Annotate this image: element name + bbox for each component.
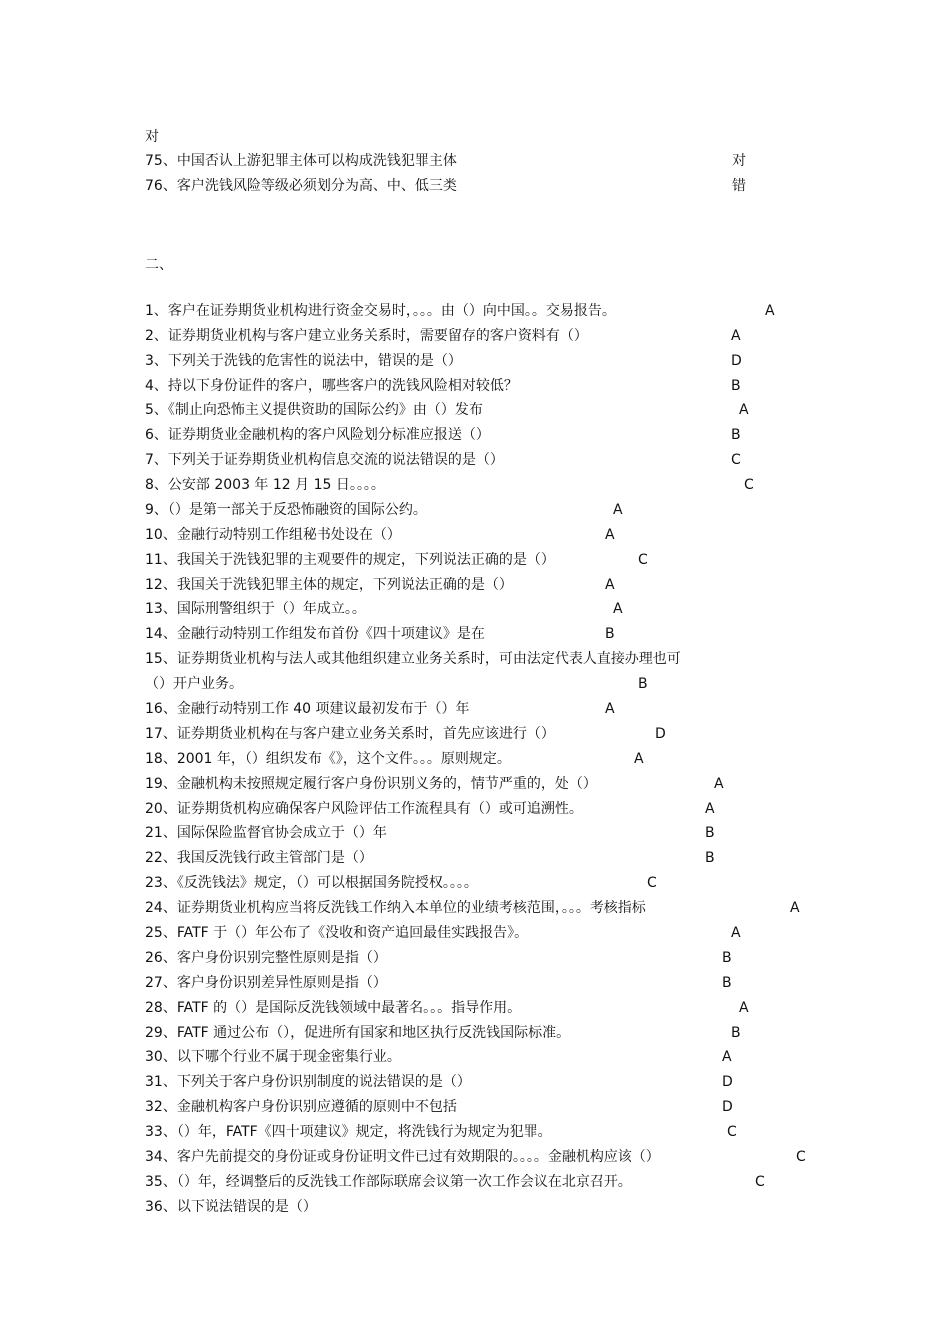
question-21: 21、国际保险监督官协会成立于（）年 bbox=[145, 825, 387, 841]
question-7: 7、下列关于证券期货业机构信息交流的说法错误的是（） bbox=[145, 452, 504, 468]
question-25: 25、FATF 于（）年公布了《没收和资产追回最佳实践报告》。 bbox=[145, 925, 529, 941]
answer-20: A bbox=[705, 801, 715, 817]
answer-34: C bbox=[796, 1149, 806, 1165]
question-15: 15、证券期货业机构与法人或其他组织建立业务关系时，可由法定代表人直接办理也可 bbox=[145, 651, 681, 667]
answer-29: B bbox=[731, 1025, 741, 1041]
answer-17: D bbox=[655, 726, 666, 742]
question-15-continued: （）开户业务。 bbox=[145, 676, 243, 692]
question-36: 36、以下说法错误的是（） bbox=[145, 1199, 317, 1215]
question-34: 34、客户先前提交的身份证或身份证明文件已过有效期限的。。。。金融机构应该（） bbox=[145, 1149, 660, 1165]
answer-10: A bbox=[605, 527, 615, 543]
answer-22: B bbox=[705, 850, 715, 866]
answer-25: A bbox=[731, 925, 741, 941]
question-14: 14、金融行动特别工作组发布首份《四十项建议》是在 bbox=[145, 626, 485, 642]
answer-32: D bbox=[722, 1099, 733, 1115]
answer-8: C bbox=[744, 477, 754, 493]
answer-13: A bbox=[613, 601, 623, 617]
question-32: 32、金融机构客户身份识别应遵循的原则中不包括 bbox=[145, 1099, 457, 1115]
answer-16: A bbox=[605, 701, 615, 717]
question-13: 13、国际刑警组织于（）年成立。。 bbox=[145, 601, 366, 617]
question-23: 23、《反洗钱法》规定，（）可以根据国务院授权。。。。 bbox=[145, 875, 478, 891]
answer-19: A bbox=[714, 776, 724, 792]
question-29: 29、FATF 通过公布（），促进所有国家和地区执行反洗钱国际标准。 bbox=[145, 1025, 571, 1041]
question-17: 17、证券期货业机构在与客户建立业务关系时，首先应该进行（） bbox=[145, 726, 555, 742]
answer-21: B bbox=[705, 825, 715, 841]
answer-6: B bbox=[731, 427, 741, 443]
answer-7: C bbox=[731, 452, 741, 468]
question-9: 9、（）是第一部关于反恐怖融资的国际公约。 bbox=[145, 502, 427, 518]
question-20: 20、证券期货机构应确保客户风险评估工作流程具有（）或可追溯性。 bbox=[145, 801, 583, 817]
answer-4: B bbox=[731, 378, 741, 394]
answer-30: A bbox=[722, 1049, 732, 1065]
answer-1: A bbox=[765, 303, 775, 319]
question-27: 27、客户身份识别差异性原则是指（） bbox=[145, 975, 387, 991]
answer-15: B bbox=[638, 676, 648, 692]
question-24: 24、证券期货业机构应当将反洗钱工作纳入本单位的业绩考核范围，。。。考核指标 bbox=[145, 900, 646, 916]
question-6: 6、证券期货业金融机构的客户风险划分标准应报送（） bbox=[145, 427, 490, 443]
question-31: 31、下列关于客户身份识别制度的说法错误的是（） bbox=[145, 1074, 471, 1090]
judgement-answer-76: 错 bbox=[732, 178, 746, 194]
answer-33: C bbox=[727, 1124, 737, 1140]
question-2: 2、证券期货业机构与客户建立业务关系时，需要留存的客户资料有（） bbox=[145, 328, 588, 344]
question-4: 4、持以下身份证件的客户，哪些客户的洗钱风险相对较低？ bbox=[145, 378, 518, 394]
answer-35: C bbox=[755, 1174, 765, 1190]
question-3: 3、下列关于洗钱的危害性的说法中，错误的是（） bbox=[145, 353, 462, 369]
answer-3: D bbox=[731, 353, 742, 369]
answer-5: A bbox=[739, 402, 749, 418]
answer-24: A bbox=[790, 900, 800, 916]
answer-31: D bbox=[722, 1074, 733, 1090]
question-28: 28、FATF 的（）是国际反洗钱领域中最著名。。。指导作用。 bbox=[145, 1000, 522, 1016]
judgement-answer-75: 对 bbox=[732, 153, 746, 169]
question-11: 11、我国关于洗钱犯罪的主观要件的规定，下列说法正确的是（） bbox=[145, 552, 555, 568]
answer-23: C bbox=[647, 875, 657, 891]
question-8: 8、公安部 2003 年 12 月 15 日。。。。 bbox=[145, 477, 385, 493]
answer-27: B bbox=[722, 975, 732, 991]
answer-26: B bbox=[722, 950, 732, 966]
answer-14: B bbox=[605, 626, 615, 642]
question-16: 16、金融行动特别工作 40 项建议最初发布于（）年 bbox=[145, 701, 470, 717]
question-18: 18、2001 年，（）组织发布《》，这个文件。。。原则规定。 bbox=[145, 751, 511, 767]
question-5: 5、《制止向恐怖主义提供资助的国际公约》由（）发布 bbox=[145, 402, 483, 418]
question-19: 19、金融机构未按照规定履行客户身份识别义务的，情节严重的，处（） bbox=[145, 776, 597, 792]
question-10: 10、金融行动特别工作组秘书处设在（） bbox=[145, 527, 401, 543]
judgement-item-75: 75、中国否认上游犯罪主体可以构成洗钱犯罪主体 bbox=[145, 153, 457, 169]
answer-28: A bbox=[739, 1000, 749, 1016]
answer-2: A bbox=[731, 328, 741, 344]
question-1: 1、客户在证券期货业机构进行资金交易时，。。。由（）向中国。。交易报告。 bbox=[145, 303, 616, 319]
answer-12: A bbox=[605, 577, 615, 593]
judgement-carry-answer: 对 bbox=[145, 129, 159, 145]
question-30: 30、以下哪个行业不属于现金密集行业。 bbox=[145, 1049, 401, 1065]
question-22: 22、我国反洗钱行政主管部门是（） bbox=[145, 850, 373, 866]
answer-11: C bbox=[638, 552, 648, 568]
judgement-item-76: 76、客户洗钱风险等级必须划分为高、中、低三类 bbox=[145, 178, 457, 194]
question-35: 35、（）年，经调整后的反洗钱工作部际联席会议第一次工作会议在北京召开。 bbox=[145, 1174, 632, 1190]
section-title: 二、 bbox=[145, 257, 173, 273]
question-33: 33、（）年，FATF《四十项建议》规定，将洗钱行为规定为犯罪。 bbox=[145, 1124, 552, 1140]
answer-18: A bbox=[634, 751, 644, 767]
question-12: 12、我国关于洗钱犯罪主体的规定，下列说法正确的是（） bbox=[145, 577, 513, 593]
answer-9: A bbox=[613, 502, 623, 518]
question-26: 26、客户身份识别完整性原则是指（） bbox=[145, 950, 387, 966]
